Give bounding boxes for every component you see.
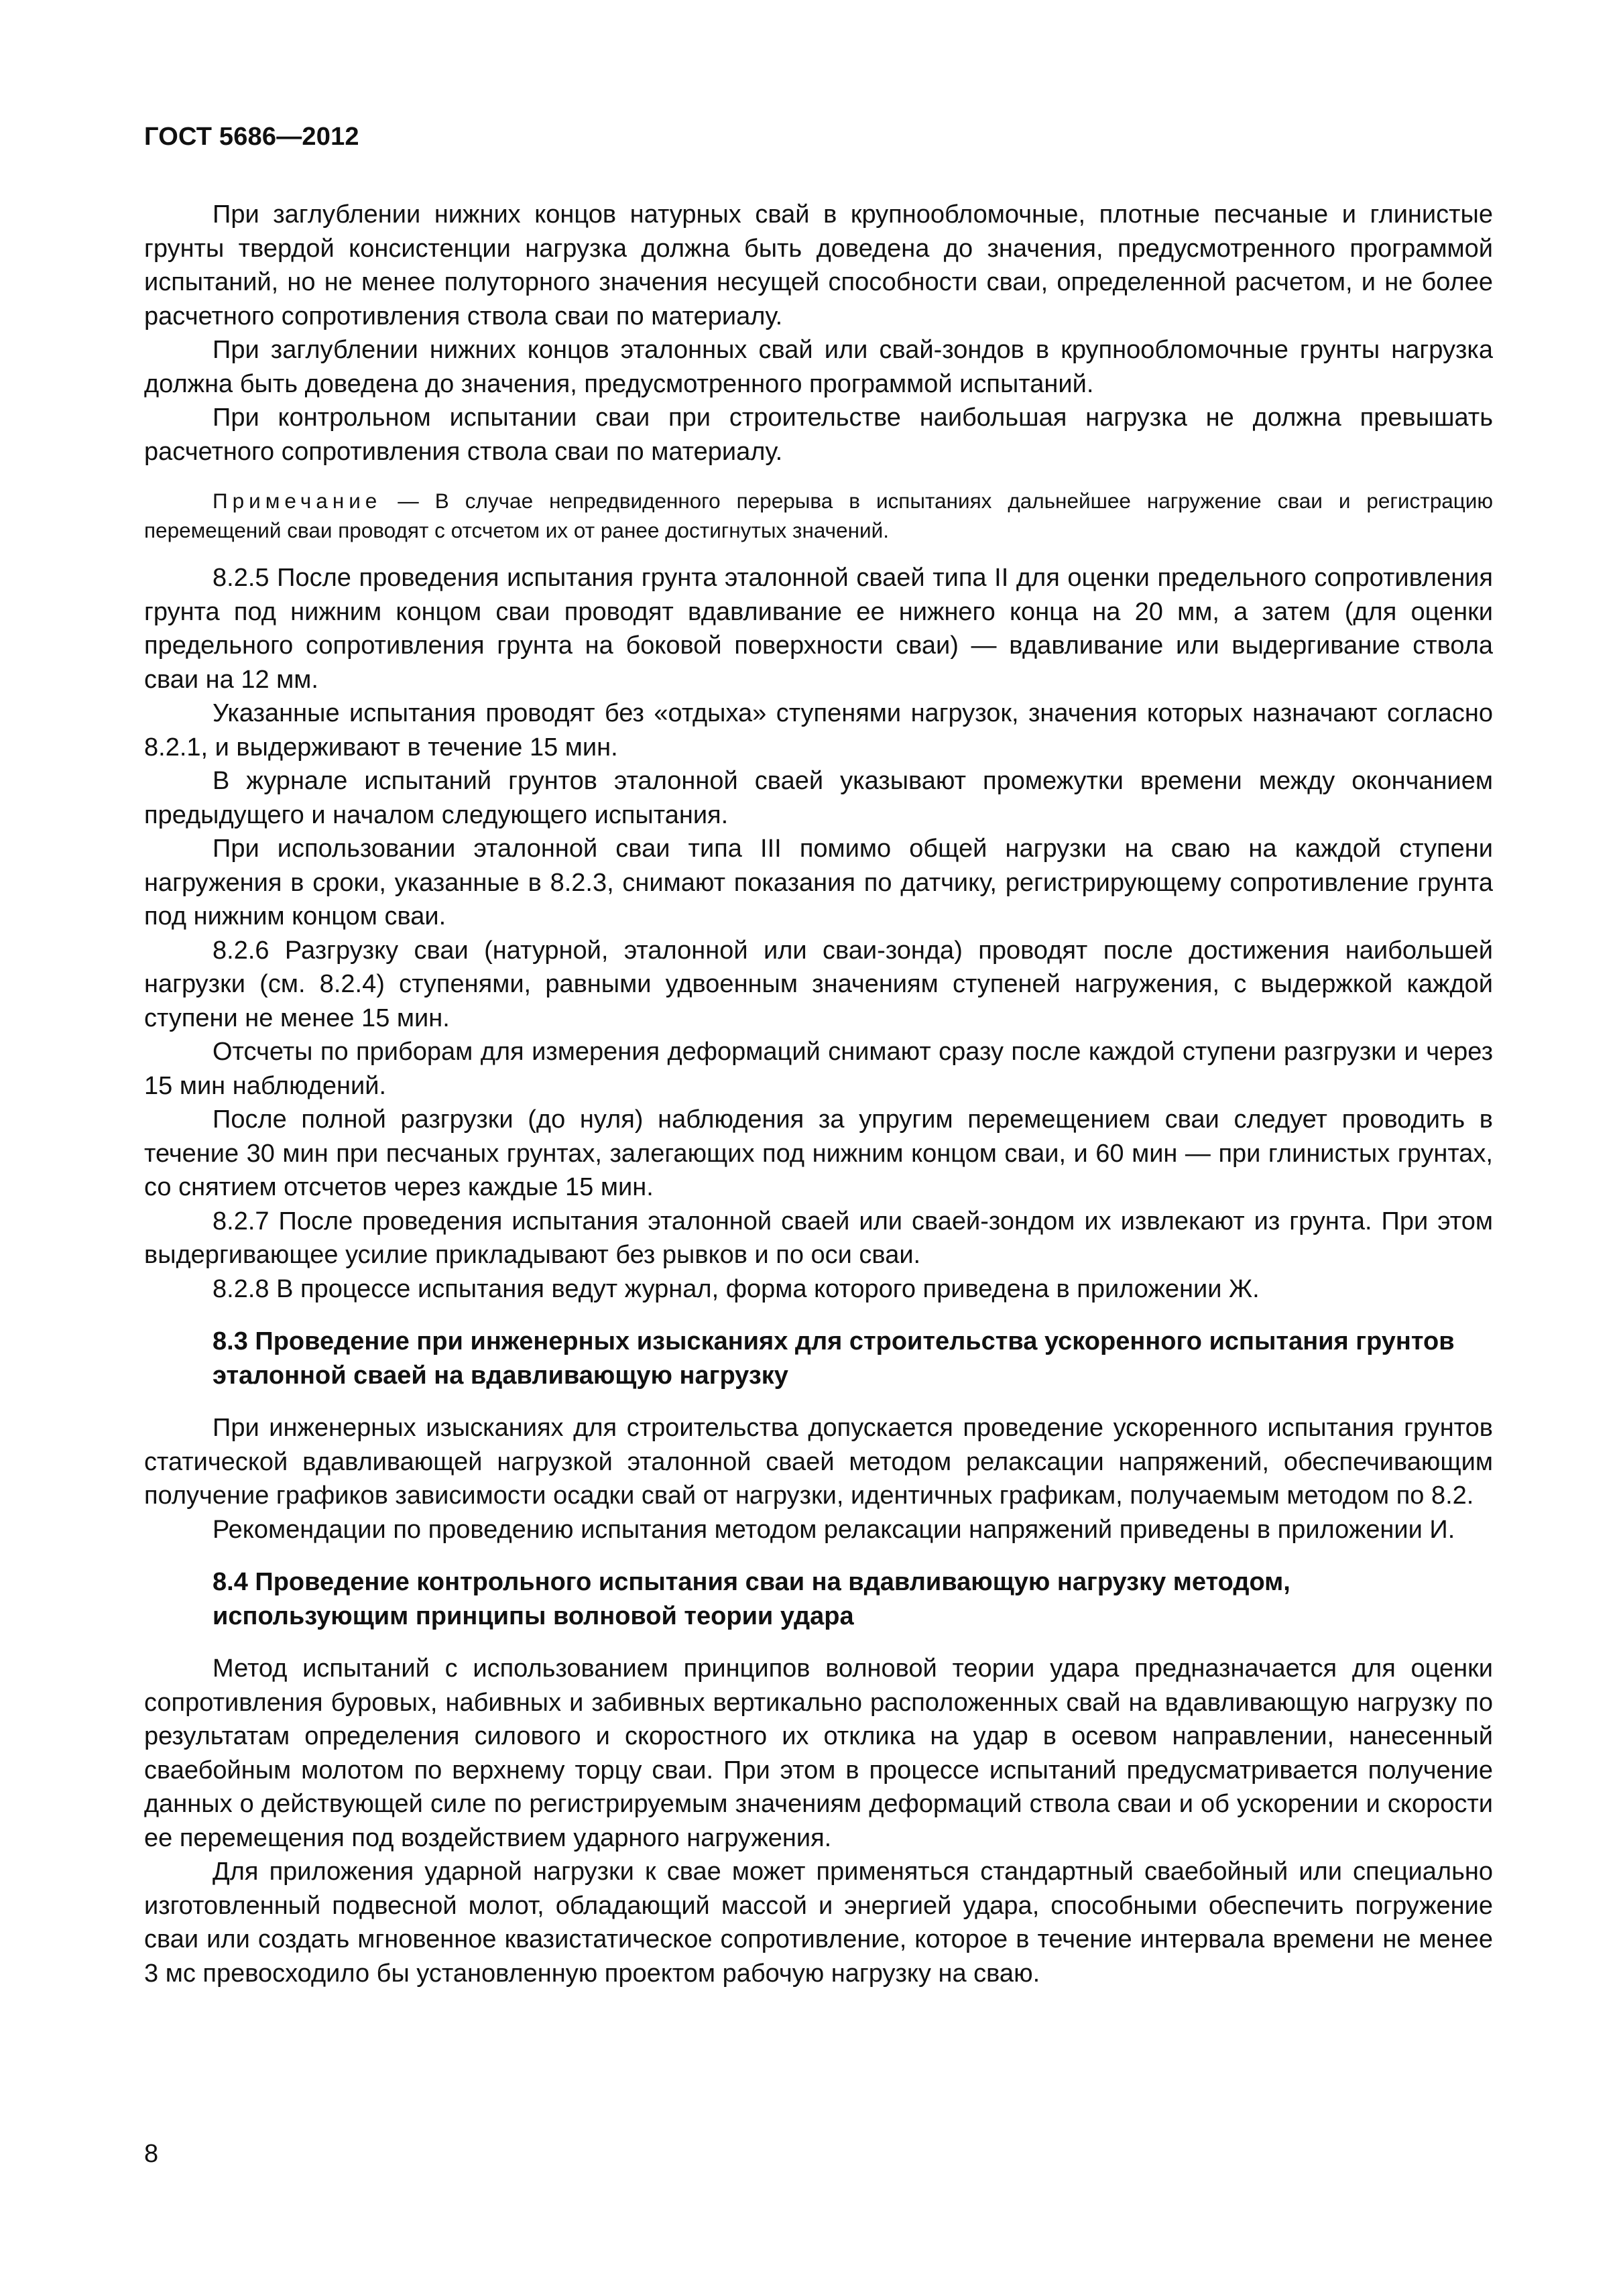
paragraph: Указанные испытания проводят без «отдыха» ступенями нагрузок, значения которых назначают согласно 8.2.1, и выдерживают в течение 15 мин. (144, 699, 1493, 762)
paragraph: Для приложения ударной нагрузки к свае может применяться стандартный сваебойный или специально изготовленный подвесной молот, обладающий массой и энергией удара, способными обеспечить погружение сваи или создать мгновенное квазистатическое сопротивление, которое в течение интервала времени не менее 3 мс превосходило бы установленную проектом рабочую нагрузку на сваю. (144, 1858, 1493, 1988)
paragraph: При заглублении нижних концов эталонных свай или свай-зондов в крупнообломочные грунты нагрузка должна быть доведена до значения, предусмотренного программой испытаний. (144, 336, 1493, 398)
paragraph: В журнале испытаний грунтов эталонной сваей указывают промежутки времени между окончанием предыдущего и началом следующего испытания. (144, 767, 1493, 829)
note-label: Примечание (213, 489, 382, 513)
document-header: ГОСТ 5686—2012 (144, 123, 359, 151)
paragraph: 8.2.7 После проведения испытания эталонной сваей или сваей-зондом их извлекают из грунта. При этом выдергивающее усилие прикладывают без рывков и по оси сваи. (144, 1207, 1493, 1269)
paragraph: 8.2.8 В процессе испытания ведут журнал, форма которого приведена в приложении Ж. (213, 1274, 1260, 1303)
document-body (144, 198, 1493, 1990)
section-heading-8-3: 8.3 Проведение при инженерных изысканиях для строительства ускоренного испытания грунтов эталонной сваей на вдавливающую нагрузку (213, 1327, 1455, 1390)
page-number: 8 (144, 2140, 159, 2168)
paragraph: При заглублении нижних концов натурных свай в крупнообломочные, плотные песчаные и глинистые грунты твердой консистенции нагрузка должна быть доведена до значения, предусмотренного программой испытаний, но не менее полуторного значения несущей способности сваи, определенной расчетом, и не более расчетного сопротивления ствола сваи по материалу. (144, 200, 1493, 330)
paragraph: Отсчеты по приборам для измерения деформаций снимают сразу после каждой ступени разгрузки и через 15 мин наблюдений. (144, 1038, 1493, 1100)
note (144, 486, 1493, 545)
section-heading-8-4: 8.4 Проведение контрольного испытания сваи на вдавливающую нагрузку методом, использующим принципы волновой теории удара (213, 1568, 1290, 1630)
paragraph: При инженерных изысканиях для строительства допускается проведение ускоренного испытания грунтов статической вдавливающей нагрузкой эталонной сваей методом релаксации напряжений, обеспечивающим получение графиков зависимости осадки свай от нагрузки, идентичных графикам, получаемым методом по 8.2. (144, 1414, 1493, 1510)
paragraph: 8.2.5 После проведения испытания грунта эталонной сваей типа II для оценки предельного сопротивления грунта под нижним концом сваи проводят вдавливание ее нижнего конца на 20 мм, а затем (для оценки предельного сопротивления грунта на боковой поверхности сваи) — вдавливание или выдергивание ствола сваи на 12 мм. (144, 564, 1493, 694)
paragraph: При использовании эталонной сваи типа III помимо общей нагрузки на сваю на каждой ступени нагружения в сроки, указанные в 8.2.3, снимают показания по датчику, регистрирующему сопротивление грунта под нижним концом сваи. (144, 835, 1493, 930)
paragraph: После полной разгрузки (до нуля) наблюдения за упругим перемещением сваи следует проводить в течение 30 мин при песчаных грунтах, залегающих под нижним концом сваи, и 60 мин — при глинистых грунтах, со снятием отсчетов через каждые 15 мин. (144, 1105, 1493, 1201)
paragraph: 8.2.6 Разгрузку сваи (натурной, эталонной или сваи-зонда) проводят после достижения наибольшей нагрузки (см. 8.2.4) ступенями, равными удвоенным значениям ступеней нагружения, с выдержкой каждой ступени не менее 15 мин. (144, 936, 1493, 1032)
paragraph: При контрольном испытании сваи при строительстве наибольшая нагрузка не должна превышать расчетного сопротивления ствола сваи по материалу. (144, 404, 1493, 466)
paragraph: Рекомендации по проведению испытания методом релаксации напряжений приведены в приложении И. (213, 1515, 1455, 1544)
paragraph: Метод испытаний с использованием принципов волновой теории удара предназначается для оценки сопротивления буровых, набивных и забивных вертикально расположенных свай на вдавливающую нагрузку по результатам определения силового и скоростного их отклика на удар в осевом направлении, нанесенный сваебойным молотом по верхнему торцу сваи. При этом в процессе испытаний предусматривается получение данных о действующей силе по регистрируемым значениям деформаций ствола сваи и об ускорении и скорости ее перемещения под воздействием ударного нагружения. (144, 1654, 1493, 1852)
note-text: — В случае непредвиденного перерыва в испытаниях дальнейшее нагружение сваи и регистрацию перемещений сваи проводят с отсчетом их от ранее достигнутых значений. (144, 489, 1493, 542)
